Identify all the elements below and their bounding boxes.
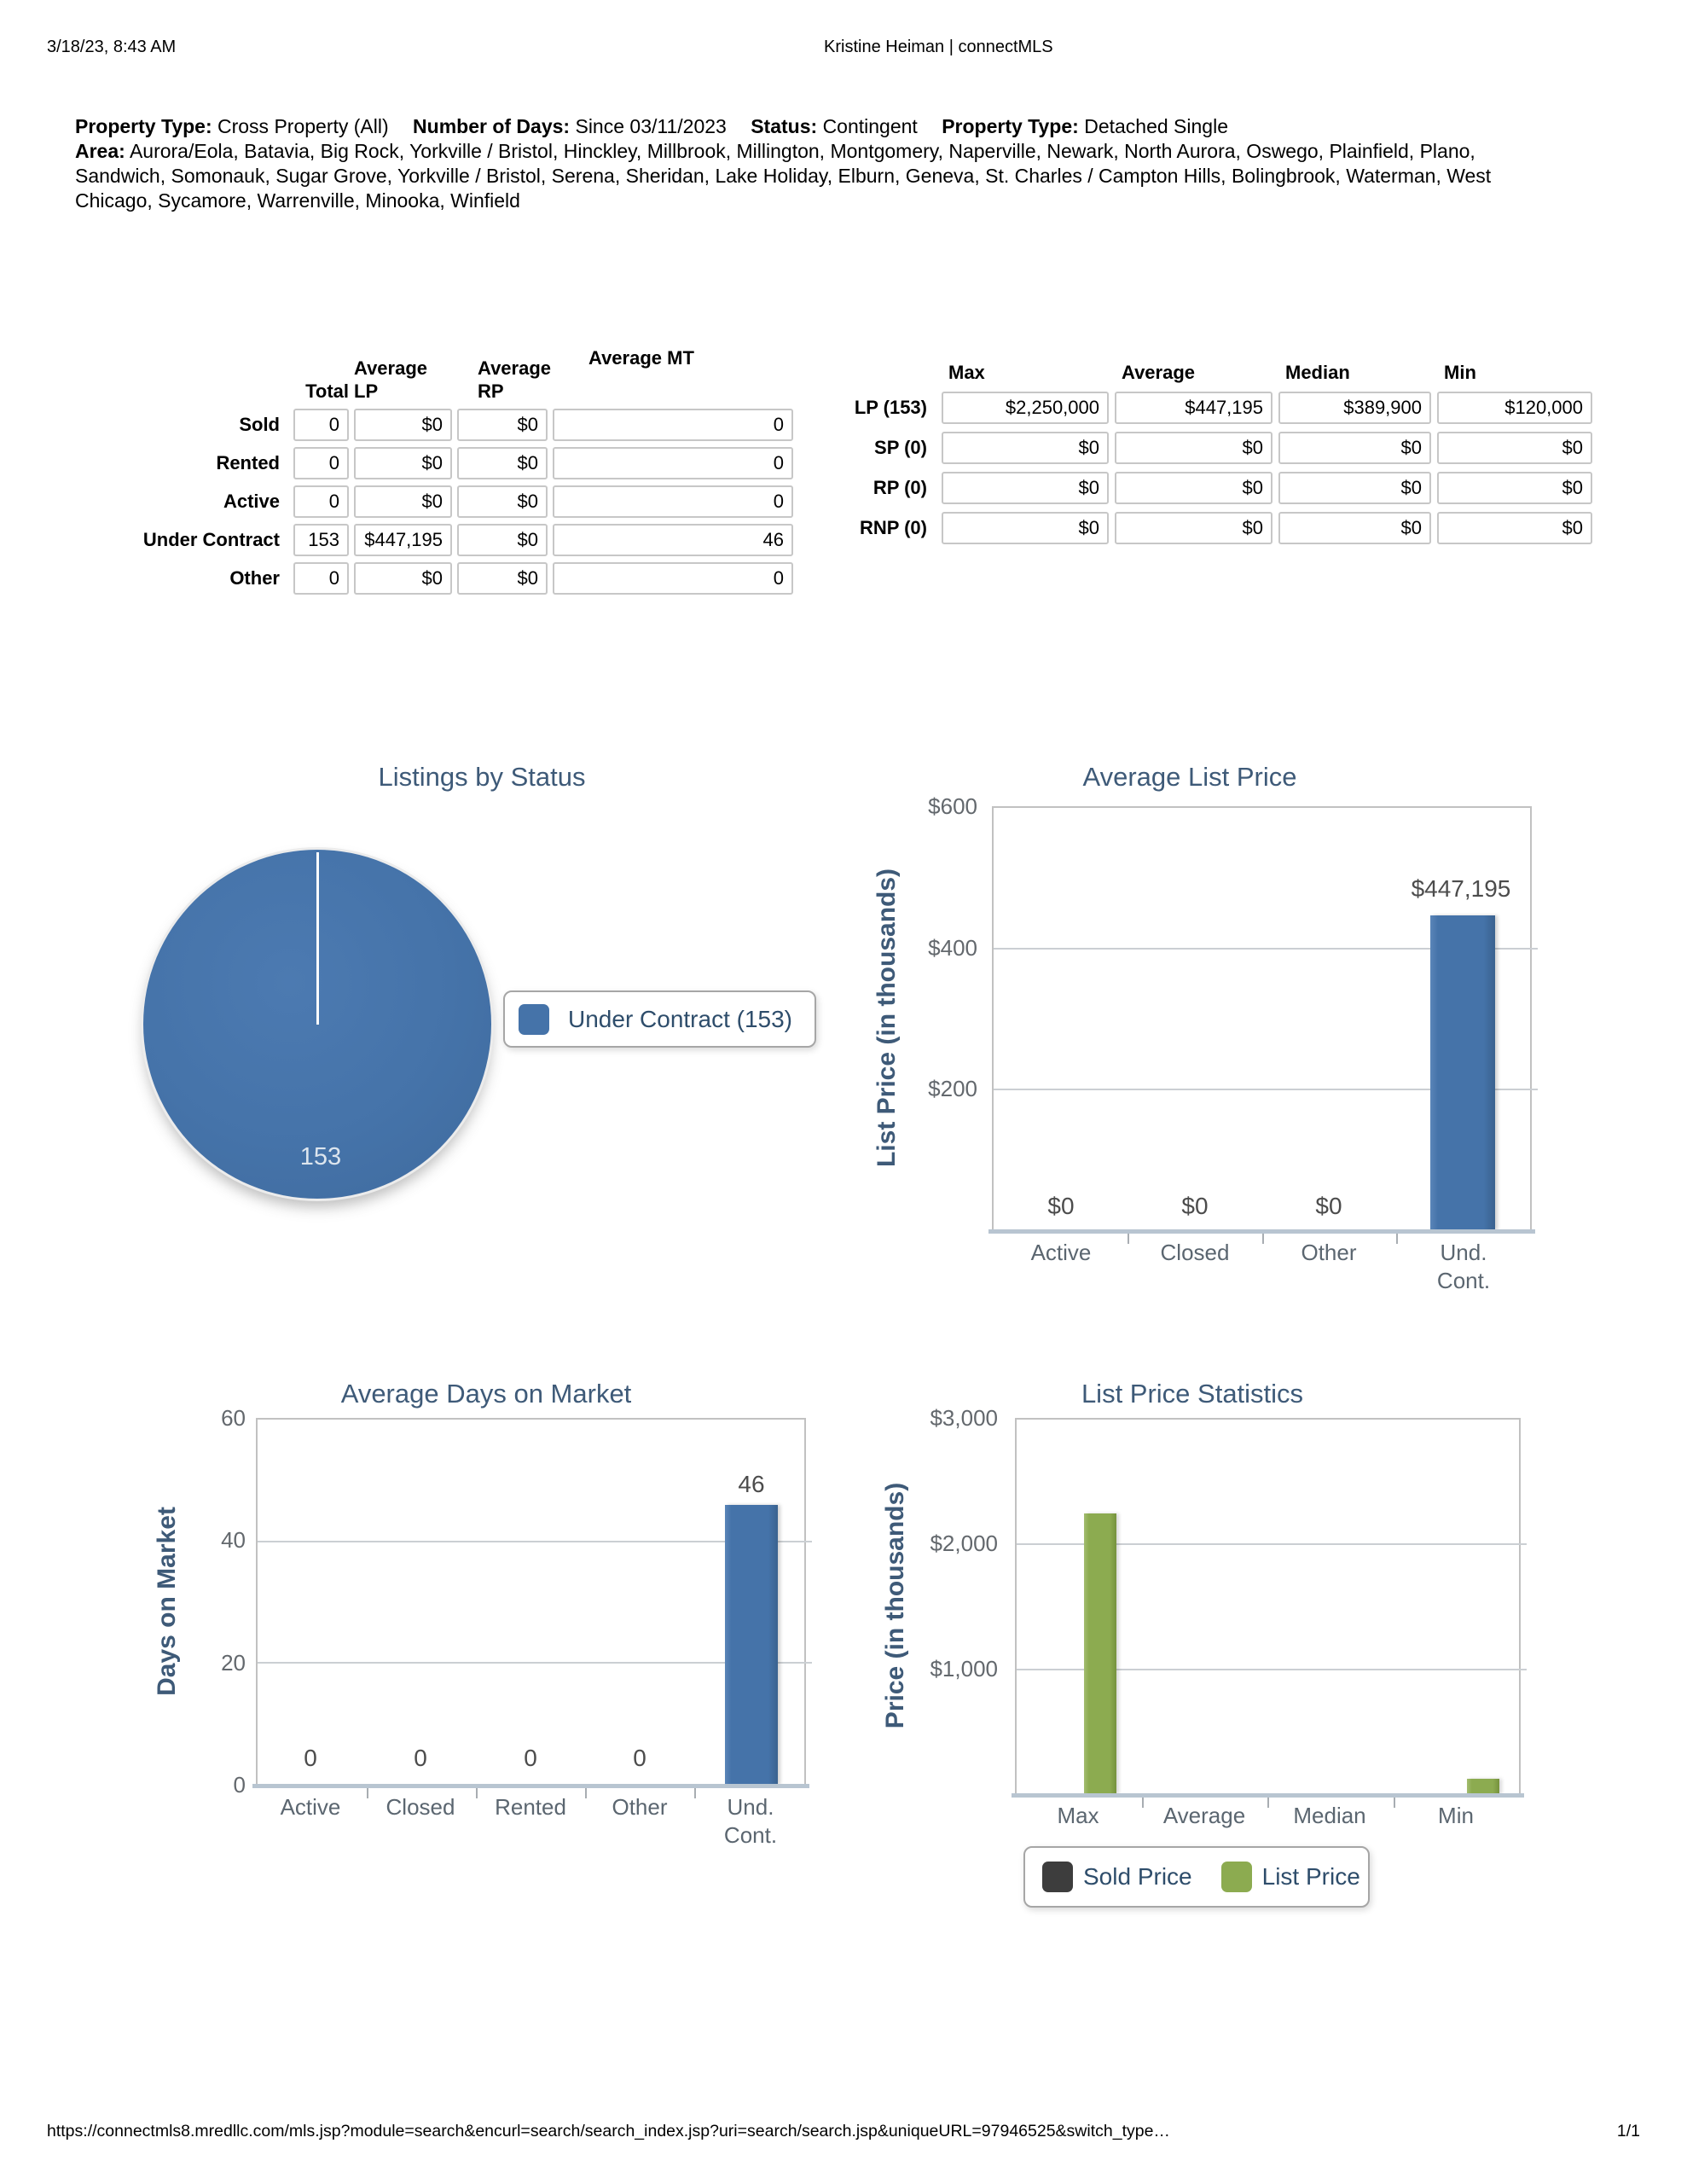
x-category-closed: Closed <box>386 1794 455 1820</box>
x-tick <box>1267 1798 1269 1808</box>
price-row-label-rp: RP (0) <box>872 477 927 498</box>
price-cell: $389,900 <box>1278 392 1431 424</box>
x-category-und-cont: Und. Cont. <box>1436 1240 1491 1293</box>
price-table-header-average: Average <box>1122 362 1196 383</box>
status-cell: $0 <box>354 409 452 441</box>
price-cell: $0 <box>942 512 1109 544</box>
criteria-property-type2-label: Property Type: <box>942 115 1079 137</box>
status-cell: 46 <box>553 524 793 556</box>
status-cell: $0 <box>354 485 452 518</box>
print-datetime: 3/18/23, 8:43 AM <box>47 38 177 56</box>
price-cell: $2,250,000 <box>942 392 1109 424</box>
price-cell: $0 <box>1115 512 1272 544</box>
x-category-und-cont: Und. Cont. <box>723 1794 778 1848</box>
criteria-status-label: Status: <box>751 115 818 137</box>
status-cell: $0 <box>457 524 548 556</box>
status-table-header-avg-rp: Average RP <box>478 357 552 402</box>
x-category-other: Other <box>1301 1240 1357 1265</box>
print-footer-page-number: 1/1 <box>1616 2122 1640 2140</box>
status-cell: $0 <box>354 562 452 595</box>
status-row-label-sold: Sold <box>239 414 280 435</box>
y-tick: 60 <box>221 1405 246 1431</box>
status-cell: $0 <box>457 485 548 518</box>
x-category-other: Other <box>612 1794 668 1820</box>
price-cell: $0 <box>1115 432 1272 464</box>
legend-label-sold-price: Sold Price <box>1083 1863 1192 1890</box>
price-row-label-lp: LP (153) <box>854 397 927 418</box>
search-criteria <box>75 114 1508 213</box>
legend-swatch-list-price <box>1221 1862 1252 1892</box>
criteria-property-type2-value: Detached Single <box>1084 115 1228 137</box>
x-tick <box>476 1788 478 1798</box>
value-label-closed: $0 <box>1181 1193 1209 1219</box>
status-cell: 0 <box>293 485 349 518</box>
price-row-label-rnp: RNP (0) <box>859 517 927 538</box>
status-cell: 0 <box>553 409 793 441</box>
x-axis-line <box>252 1784 809 1788</box>
y-tick: $200 <box>928 1076 977 1101</box>
bar-und-cont <box>725 1505 778 1785</box>
avg-list-price-plot <box>992 806 1532 1232</box>
price-cell: $0 <box>942 472 1109 504</box>
status-cell: 0 <box>553 562 793 595</box>
status-cell: 0 <box>293 409 349 441</box>
x-tick <box>1142 1798 1144 1808</box>
bar-list-price-max <box>1084 1513 1116 1794</box>
value-label-other: 0 <box>633 1745 646 1771</box>
list-price-stats-title: List Price Statistics <box>1081 1379 1304 1409</box>
criteria-number-of-days-value: Since 03/11/2023 <box>575 115 727 137</box>
legend-swatch-under-contract <box>519 1004 549 1035</box>
status-row-label-other: Other <box>229 567 280 589</box>
legend-swatch-sold-price <box>1042 1862 1073 1892</box>
avg-list-price-ylabel: List Price (in thousands) <box>872 868 901 1168</box>
x-tick <box>1262 1234 1264 1244</box>
x-tick <box>585 1788 587 1798</box>
criteria-property-type-label: Property Type: <box>75 115 212 137</box>
avg-days-title: Average Days on Market <box>340 1379 632 1409</box>
pie-legend <box>503 990 816 1048</box>
x-category-rented: Rented <box>495 1794 566 1820</box>
status-table-header-avg-lp: Average LP <box>354 357 428 402</box>
status-table-header-total: Total <box>305 380 349 402</box>
price-cell: $0 <box>1278 472 1431 504</box>
x-category-median: Median <box>1293 1803 1366 1828</box>
price-cell: $0 <box>1278 512 1431 544</box>
criteria-area-label: Area: <box>75 140 125 162</box>
price-cell: $0 <box>1278 432 1431 464</box>
value-label-closed: 0 <box>414 1745 427 1771</box>
price-table-header-median: Median <box>1285 362 1350 383</box>
price-row-label-sp: SP (0) <box>874 437 927 458</box>
x-tick <box>367 1788 368 1798</box>
print-footer-url: https://connectmls8.mredllc.com/mls.jsp?module=search&encurl=search/search_index.jsp?uri=search/search.jsp&uniqueURL=97946525&switch_type… <box>47 2122 1170 2140</box>
x-tick <box>1396 1234 1398 1244</box>
value-label-und-cont: 46 <box>738 1471 765 1497</box>
legend-label-list-price: List Price <box>1261 1863 1360 1890</box>
x-category-closed: Closed <box>1160 1240 1230 1265</box>
x-tick <box>1394 1798 1395 1808</box>
status-summary-table <box>88 346 793 595</box>
price-table-header-min: Min <box>1444 362 1476 383</box>
x-category-active: Active <box>280 1794 341 1820</box>
criteria-status-value: Contingent <box>822 115 918 137</box>
y-tick: $400 <box>928 935 977 961</box>
print-title: Kristine Heiman | connectMLS <box>824 38 1053 56</box>
x-category-min: Min <box>1438 1803 1474 1828</box>
pie-slice-divider <box>316 852 319 1025</box>
value-label-active: 0 <box>304 1745 317 1771</box>
price-cell: $0 <box>1115 472 1272 504</box>
price-cell: $120,000 <box>1437 392 1592 424</box>
price-statistics-table <box>824 357 1592 544</box>
y-tick: $2,000 <box>930 1531 998 1556</box>
value-label-und-cont: $447,195 <box>1411 875 1511 902</box>
list-price-stats-ylabel: Price (in thousands) <box>881 1482 909 1729</box>
status-cell: 153 <box>293 524 349 556</box>
status-cell: $0 <box>457 409 548 441</box>
x-category-active: Active <box>1030 1240 1092 1265</box>
value-label-rented: 0 <box>524 1745 537 1771</box>
list-price-stats-plot <box>1015 1418 1521 1796</box>
x-tick <box>694 1788 696 1798</box>
y-tick: $3,000 <box>930 1405 998 1431</box>
value-label-other: $0 <box>1315 1193 1342 1219</box>
avg-days-ylabel: Days on Market <box>153 1507 181 1696</box>
y-tick: $600 <box>928 793 977 819</box>
status-table-header-avg-mt: Average MT <box>588 347 694 369</box>
criteria-area-value: Aurora/Eola, Batavia, Big Rock, Yorkville / Bristol, Hinckley, Millbrook, Millington, Montgomery, Naperville, Newark, North Aurora, Oswego, Plainfield, Plano, Sandwich, Somonauk, Sugar Grove, Yorkville / Bristol, Serena, Sheridan, Lake Holiday, Elburn, Geneva, St. Charles / Campton Hills, Bolingbrook, Waterman, West Chicago, Sycamore, Warrenville, Minooka, Winfield <box>75 140 1492 212</box>
y-tick: 0 <box>233 1772 246 1798</box>
price-cell: $0 <box>1437 512 1592 544</box>
x-category-average: Average <box>1162 1803 1246 1828</box>
criteria-property-type-value: Cross Property (All) <box>217 115 389 137</box>
avg-list-price-title: Average List Price <box>1082 762 1297 792</box>
y-tick: $1,000 <box>930 1656 998 1682</box>
status-cell: $0 <box>457 562 548 595</box>
legend-label-under-contract: Under Contract (153) <box>568 1005 793 1032</box>
pie-chart-title: Listings by Status <box>378 762 586 792</box>
criteria-number-of-days-label: Number of Days: <box>413 115 571 137</box>
bar-list-price-min <box>1467 1779 1499 1794</box>
pie-slice-value-label: 153 <box>299 1143 342 1170</box>
bar-und-cont <box>1430 915 1495 1230</box>
x-tick <box>1128 1234 1129 1244</box>
status-row-label-under-contract: Under Contract <box>142 529 280 550</box>
price-cell: $0 <box>1437 432 1592 464</box>
price-cell: $0 <box>1437 472 1592 504</box>
status-row-label-active: Active <box>223 491 280 512</box>
price-cell: $447,195 <box>1115 392 1272 424</box>
status-cell: 0 <box>293 447 349 479</box>
status-cell: 0 <box>293 562 349 595</box>
status-cell: $0 <box>457 447 548 479</box>
value-label-active: $0 <box>1047 1193 1075 1219</box>
status-cell: 0 <box>553 447 793 479</box>
status-row-label-rented: Rented <box>216 452 280 473</box>
status-cell: $447,195 <box>354 524 452 556</box>
y-tick: 20 <box>221 1650 246 1676</box>
x-category-max: Max <box>1057 1803 1099 1828</box>
price-table-header-max: Max <box>948 362 985 383</box>
y-tick: 40 <box>221 1527 246 1553</box>
list-price-stats-legend <box>1023 1846 1370 1908</box>
status-cell: $0 <box>354 447 452 479</box>
status-cell: 0 <box>553 485 793 518</box>
price-cell: $0 <box>942 432 1109 464</box>
